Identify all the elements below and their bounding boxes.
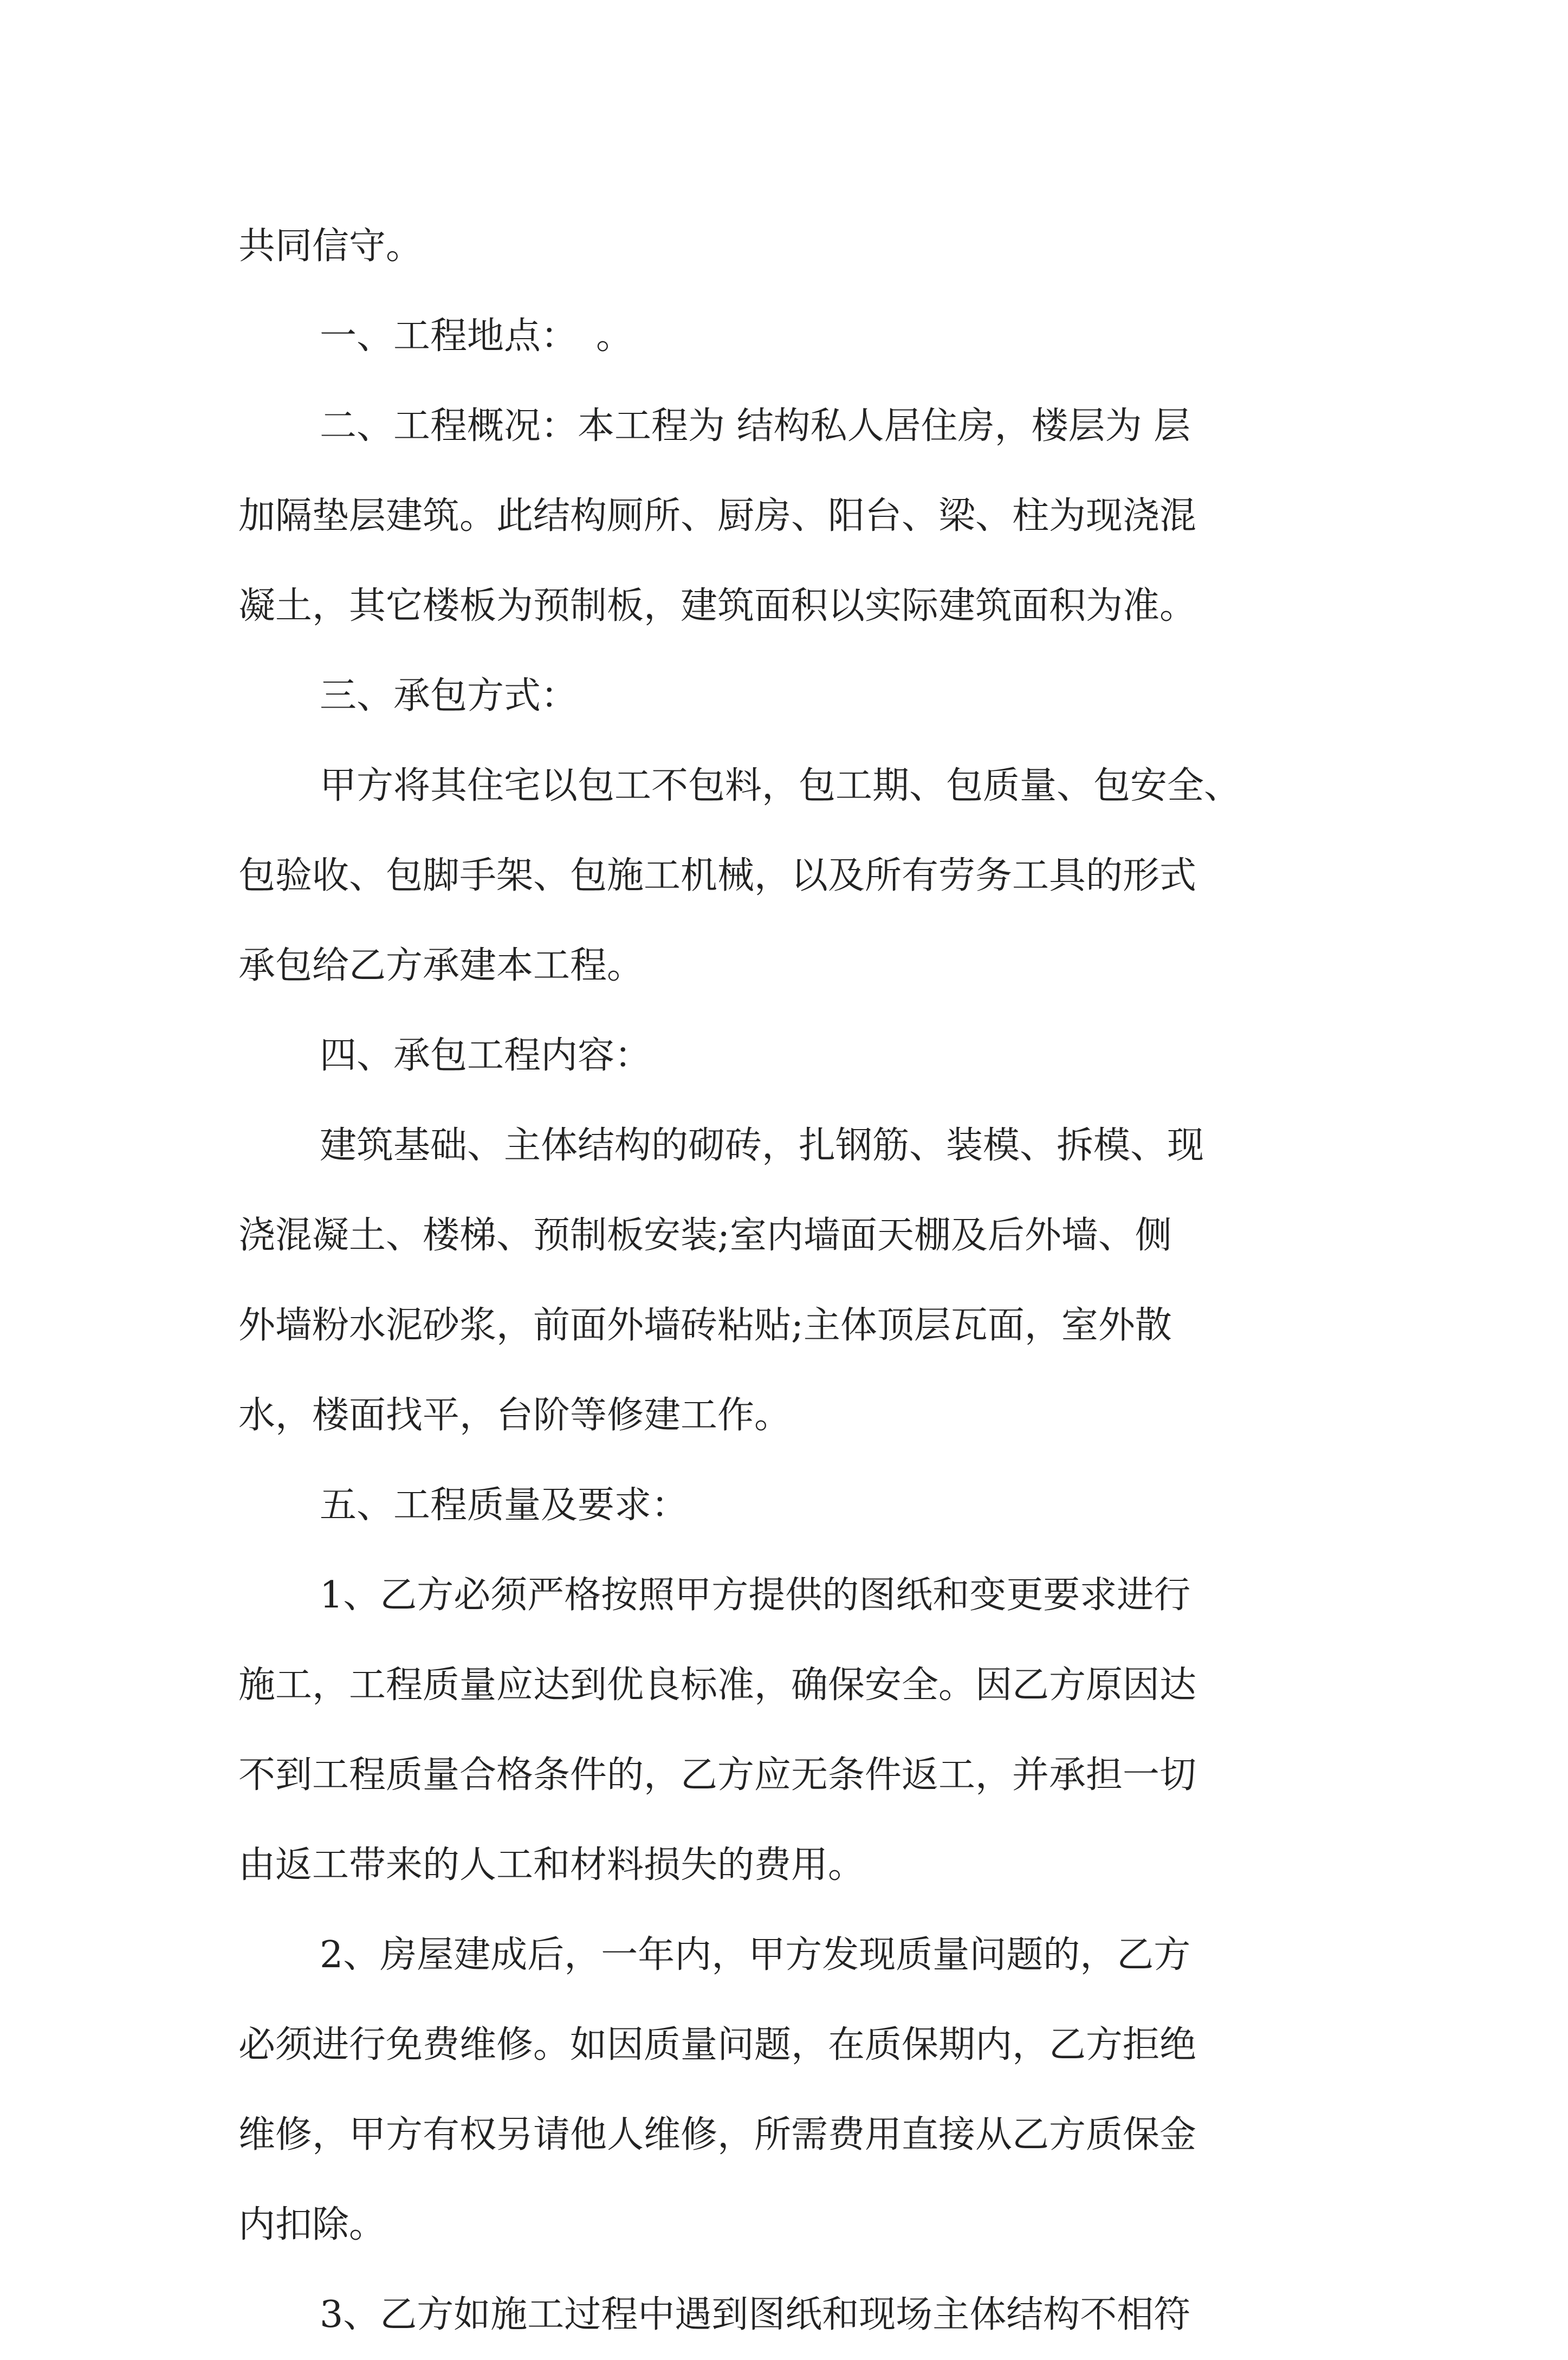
text-line: 水，楼面找平，台阶等修建工作。 <box>238 1394 792 1437</box>
text-line: 承包给乙方承建本工程。 <box>238 944 644 987</box>
text-line: 必须进行免费维修。如因质量问题，在质保期内，乙方拒绝 <box>238 2024 1197 2066</box>
text-line: 不到工程质量合格条件的，乙方应无条件返工，并承担一切 <box>238 1754 1197 1797</box>
text-line: 内扣除。 <box>238 2203 386 2246</box>
text-line: 包验收、包脚手架、包施工机械，以及所有劳务工具的形式 <box>238 854 1197 897</box>
text-line: 加隔垫层建筑。此结构厕所、厨房、阳台、梁、柱为现浇混 <box>238 495 1197 537</box>
section-heading-quality: 五、工程质量及要求： <box>320 1484 689 1527</box>
text-line: 浇混凝土、楼梯、预制板安装;室内墙面天棚及后外墙、侧 <box>238 1214 1172 1257</box>
clause-1-start: 1、乙方必须严格按照甲方提供的图纸和变更要求进行 <box>320 1574 1191 1617</box>
text-line: 维修，甲方有权另请他人维修，所需费用直接从乙方质保金 <box>238 2113 1197 2156</box>
text-line: 凝土，其它楼板为预制板，建筑面积以实际建筑面积为准。 <box>238 585 1197 627</box>
clause-3-start: 3、乙方如施工过程中遇到图纸和现场主体结构不相符 <box>320 2293 1191 2336</box>
text-line: 由返工带来的人工和材料损失的费用。 <box>238 1844 865 1886</box>
section-heading-location: 一、工程地点： 。 <box>320 315 633 358</box>
text-line: 共同信守。 <box>238 225 423 268</box>
document-body <box>238 202 1349 2360</box>
paragraph-start: 甲方将其住宅以包工不包料，包工期、包质量、包安全、 <box>320 764 1241 807</box>
clause-2-start: 2、房屋建成后，一年内，甲方发现质量问题的，乙方 <box>320 1934 1191 1976</box>
section-heading-scope: 四、承包工程内容： <box>320 1034 652 1077</box>
paragraph-start: 建筑基础、主体结构的砌砖，扎钢筋、装模、拆模、现 <box>320 1124 1204 1167</box>
section-heading-overview: 二、工程概况：本工程为 结构私人居住房，楼层为 层 <box>320 405 1191 448</box>
text-line: 施工，工程质量应达到优良标准，确保安全。因乙方原因达 <box>238 1664 1197 1707</box>
section-heading-contract-method: 三、承包方式： <box>320 675 578 717</box>
text-line: 外墙粉水泥砂浆，前面外墙砖粘贴;主体顶层瓦面，室外散 <box>238 1304 1172 1347</box>
